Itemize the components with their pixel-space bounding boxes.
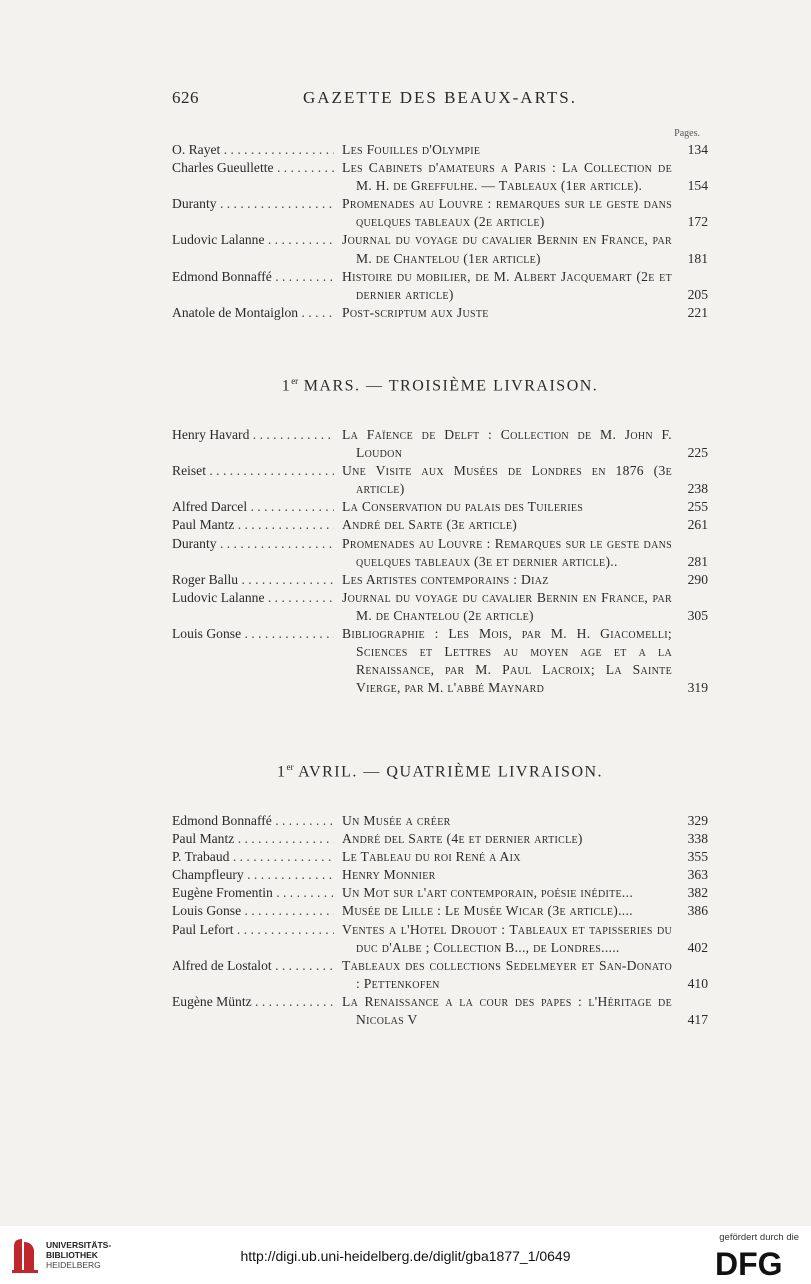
toc-entry: [172, 884, 708, 902]
toc-entry-page: 386: [687, 903, 708, 919]
toc-entry-author: Alfred de Lostalot . . .: [172, 957, 334, 975]
toc-entry: [172, 993, 708, 1029]
toc-entry-title: Une Visite aux Musées de Londres en 1876 (3e article): [342, 463, 672, 497]
section-title-superscript: er: [291, 376, 299, 386]
library-name-line-3: HEIDELBERG: [46, 1260, 101, 1270]
toc-entry-author: O. Rayet . . .: [172, 141, 334, 159]
section-title-text: MARS. — TROISIÈME LIVRAISON.: [298, 377, 599, 395]
toc-entry: [172, 268, 708, 304]
toc-entry-title: La Renaissance a la cour des papes : l'Héritage de Nicolas V: [342, 993, 672, 1028]
toc-entry: [172, 571, 708, 589]
section-title-number: 1: [276, 763, 287, 781]
toc-entry-author: Ludovic Lalanne . . .: [172, 231, 334, 249]
toc-entry-title: La Conservation du palais des Tuileries: [342, 499, 584, 515]
toc-entry-title: Promenades au Louvre : Remarques sur le geste dans quelques tableaux (3e et dernier article)..: [342, 535, 672, 569]
toc-entry-title: Ventes a l'Hotel Drouot : Tableaux et tapisseries du duc d'Albe ; Collection B..., de Londres.....: [342, 921, 672, 955]
toc-entry-page: 281: [687, 553, 708, 569]
toc-entry-page: 172: [687, 214, 708, 230]
toc-entry-author: Paul Mantz . . .: [172, 830, 334, 848]
toc-entry-title: Post-scriptum aux Juste: [342, 304, 489, 320]
toc-entry: [172, 159, 708, 195]
section-title-superscript: er: [286, 762, 294, 772]
toc-entry-page: 355: [687, 849, 708, 865]
toc-entry: [172, 957, 708, 993]
toc-entry-page: 305: [687, 607, 708, 623]
toc-entry-author: Reiset . . .: [172, 462, 334, 480]
toc-entry: [172, 231, 708, 267]
toc-entry: [172, 812, 708, 830]
toc-entry: [172, 625, 708, 697]
toc-entry: [172, 141, 708, 159]
toc-entry-page: 319: [687, 680, 708, 696]
toc-entry-page: 225: [687, 445, 708, 461]
toc-entry-page: 238: [687, 481, 708, 497]
toc-entry-page: 154: [687, 178, 708, 194]
toc-entry-title: Les Artistes contemporains : Diaz: [342, 571, 549, 587]
toc-entry: [172, 848, 708, 866]
toc-entry-page: 329: [687, 813, 708, 828]
pages-column-label: Pages.: [674, 128, 700, 139]
toc-entry-author: Roger Ballu . . .: [172, 571, 334, 589]
toc-entry-page: 338: [687, 831, 708, 847]
toc-entry-author: Duranty . . .: [172, 195, 334, 213]
toc-entry-page: 363: [687, 867, 708, 883]
toc-entry-title: Henry Monnier: [342, 867, 436, 883]
toc-entry-author: Louis Gonse . . .: [172, 902, 334, 920]
toc-entry: [172, 516, 708, 534]
toc-entry: [172, 195, 708, 231]
section-3-entries: [172, 812, 708, 1029]
toc-entry-page: 417: [687, 1012, 708, 1028]
toc-entry: [172, 498, 708, 516]
toc-entry-page: 382: [687, 885, 708, 901]
toc-entry-author: Paul Mantz . . .: [172, 516, 334, 534]
toc-entry-author: Alfred Darcel . . .: [172, 498, 334, 516]
toc-entry-author: Duranty . . .: [172, 535, 334, 553]
toc-entry-author: Champfleury . . .: [172, 866, 334, 884]
toc-entry-author: Charles Gueullette . . .: [172, 159, 334, 177]
toc-entry-title: Journal du voyage du cavalier Bernin en France, par M. de Chantelou (2e article): [342, 589, 672, 623]
toc-entry-title: Les Cabinets d'amateurs a Paris : La Collection de M. H. de Greffulhe. — Tableaux (1er article).: [342, 160, 672, 194]
toc-entry-page: 402: [687, 939, 708, 955]
toc-entry-title: Le Tableau du roi René a Aix: [342, 849, 521, 865]
toc-entry-author: Louis Gonse . . .: [172, 625, 334, 643]
toc-entry-title: Un Musée a créer: [342, 813, 451, 828]
toc-entry-page: 221: [687, 304, 708, 320]
toc-entry-author: P. Trabaud . . .: [172, 848, 334, 866]
toc-entry-title: La Faïence de Delft : Collection de M. John F. Loudon: [342, 427, 672, 461]
toc-entry-page: 410: [687, 975, 708, 991]
toc-entry-title: Bibliographie : Les Mois, par M. H. Giacomelli; Sciences et Lettres au moyen age et a la Renaissance, par M. Paul Lacroix; La Sainte Vierge, par M. l'abbé Maynard: [342, 626, 672, 696]
page-header: [172, 88, 708, 110]
toc-entry: [172, 830, 708, 848]
library-name-line-2: BIBLIOTHEK: [46, 1250, 98, 1260]
toc-entry-title: Promenades au Louvre : remarques sur le geste dans quelques tableaux (2e article): [342, 196, 672, 230]
toc-entry-title: André del Sarte (4e et dernier article): [342, 831, 583, 847]
toc-entry-author: Anatole de Montaiglon . . .: [172, 304, 334, 322]
toc-entry-title: Un Mot sur l'art contemporain, poésie inédite...: [342, 885, 634, 901]
toc-entry-page: 181: [687, 250, 708, 266]
page-number: 626: [172, 88, 199, 107]
running-head: GAZETTE DES BEAUX-ARTS.: [303, 88, 577, 107]
toc-entry-page: 255: [687, 499, 708, 515]
toc-entry: [172, 535, 708, 571]
toc-entry-author: Paul Lefort . . .: [172, 921, 334, 939]
toc-entry-author: Eugène Müntz . . .: [172, 993, 334, 1011]
dfg-logo-text: DFG: [715, 1248, 783, 1278]
toc-entry: [172, 304, 708, 322]
toc-entry-title: Tableaux des collections Sedelmeyer et San-Donato : Pettenkofen: [342, 957, 672, 991]
toc-entry-author: Edmond Bonnaffé . . .: [172, 268, 334, 286]
toc-entry-page: 290: [687, 571, 708, 587]
funded-by-label: gefördert durch die: [719, 1232, 799, 1243]
section-1-entries: [172, 141, 708, 322]
toc-entry-title: Musée de Lille : Le Musée Wicar (3e article)....: [342, 903, 633, 919]
toc-entry-author: Henry Havard . . .: [172, 426, 334, 444]
section-title-text: AVRIL. — QUATRIÈME LIVRAISON.: [293, 763, 604, 781]
toc-entry: [172, 902, 708, 920]
toc-entry-page: 205: [687, 286, 708, 302]
toc-entry: [172, 589, 708, 625]
toc-entry-author: Edmond Bonnaffé . . .: [172, 812, 334, 830]
toc-entry: [172, 921, 708, 957]
toc-entry-page: 134: [687, 142, 708, 157]
library-name-line-1: UNIVERSITÄTS-: [46, 1240, 112, 1250]
permalink-url[interactable]: http://digi.ub.uni-heidelberg.de/diglit/gba1877_1/0649: [240, 1248, 571, 1264]
toc-entry-author: Ludovic Lalanne . . .: [172, 589, 334, 607]
section-title-troisieme-livraison: [172, 376, 708, 395]
toc-entry-author: Eugène Fromentin . . .: [172, 884, 334, 902]
toc-entry-title: Journal du voyage du cavalier Bernin en France, par M. de Chantelou (1er article): [342, 232, 672, 266]
toc-entry-title: Les Fouilles d'Olympie: [342, 142, 481, 157]
dfg-logo-icon: [715, 1248, 799, 1278]
toc-entry: [172, 426, 708, 462]
section-title-quatrieme-livraison: [172, 762, 708, 781]
page-footer: [0, 1226, 811, 1284]
toc-entry-page: 261: [687, 517, 708, 533]
toc-entry-title: André del Sarte (3e article): [342, 517, 518, 533]
toc-entry: [172, 866, 708, 884]
section-title-number: 1: [281, 377, 292, 395]
toc-entry: [172, 462, 708, 498]
section-2-entries: [172, 426, 708, 697]
toc-entry-title: Histoire du mobilier, de M. Albert Jacquemart (2e et dernier article): [342, 268, 672, 302]
